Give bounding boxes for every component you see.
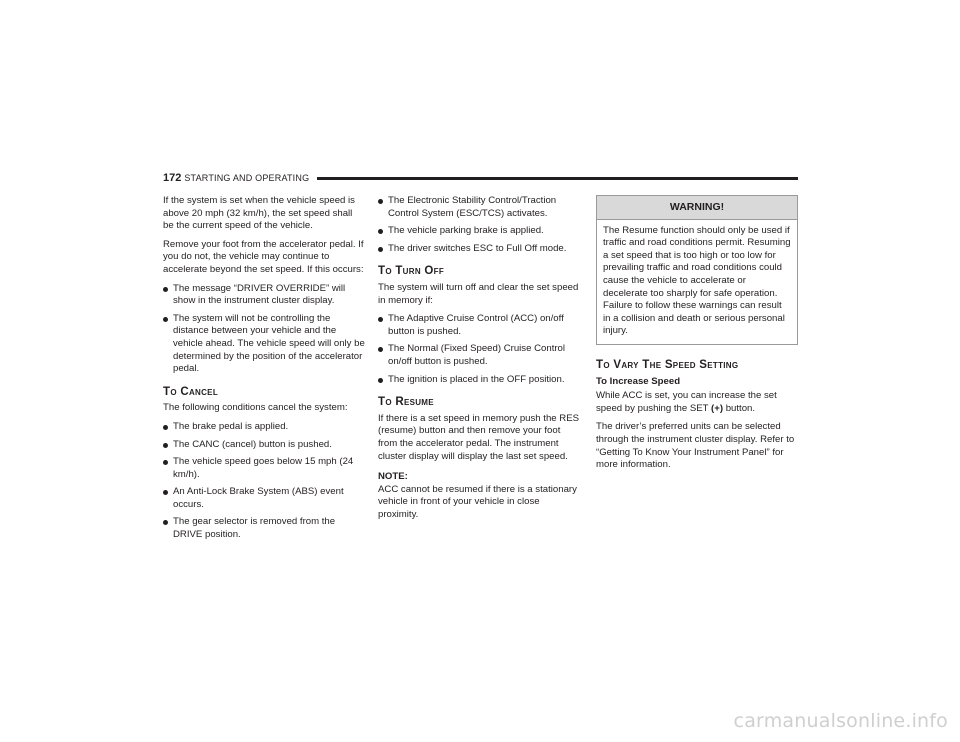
page-number: 172 <box>163 172 182 184</box>
list-item: The system will not be controlling the distance between your vehicle and the vehicle ahead. The vehicle speed will only be determined by the position of the accelerator pedal. <box>163 313 365 376</box>
column-left <box>163 195 365 548</box>
cancel-intro: The following conditions cancel the system: <box>163 402 348 414</box>
increase-text-post: button. <box>723 402 756 414</box>
list-item: The ignition is placed in the OFF position. <box>378 374 582 387</box>
heading-vary-speed: To Vary The Speed Setting <box>596 358 739 371</box>
list-item: The Normal (Fixed Speed) Cruise Control on/off button is pushed. <box>378 343 582 368</box>
turnoff-intro: The system will turn off and clear the set speed in memory if: <box>378 281 579 306</box>
page-header <box>163 171 798 185</box>
override-list <box>163 283 365 376</box>
resume-paragraph: If there is a set speed in memory push the RES (resume) button and then remove your foot from the accelerator pedal. The instrument cluster display will display the last set speed. <box>378 412 580 462</box>
paragraph-set-speed: If the system is set when the vehicle speed is above 20 mph (32 km/h), the set speed shall be the current speed of the vehicle. <box>163 195 355 232</box>
heading-to-turn-off: To Turn Off <box>378 265 445 278</box>
note-text: ACC cannot be resumed if there is a stationary vehicle in front of your vehicle in close proximity. <box>378 483 577 520</box>
cancel-list-continued <box>378 195 582 255</box>
turnoff-list <box>378 313 582 386</box>
units-paragraph: The driver’s preferred units can be selected through the instrument cluster display. Refer to “Getting To Know Your Instrument Panel” for more information. <box>596 421 795 471</box>
header-rule <box>317 177 798 180</box>
column-right <box>596 195 798 478</box>
list-item: The driver switches ESC to Full Off mode. <box>378 243 582 256</box>
list-item: The Electronic Stability Control/Traction Control System (ESC/TCS) activates. <box>378 195 582 220</box>
list-item: The Adaptive Cruise Control (ACC) on/off button is pushed. <box>378 313 582 338</box>
watermark: carmanualsonline.info <box>733 710 948 732</box>
note-label: NOTE: <box>378 471 408 483</box>
warning-text: The Resume function should only be used if traffic and road conditions permit. Resuming a set speed that is too high or too low for prevailing traffic and road conditions could cause the vehicle to accelerate or decelerate too sharply for safe operation. Failure to follow these warnings can result in a collision and death or serious personal injury. <box>603 224 791 337</box>
list-item: The brake pedal is applied. <box>163 421 365 434</box>
increase-text-pre: While ACC is set, you can increase the set speed by pushing the SET <box>596 390 777 414</box>
list-item: The vehicle speed goes below 15 mph (24 km/h). <box>163 456 365 481</box>
column-middle <box>378 195 582 527</box>
list-item: An Anti-Lock Brake System (ABS) event occurs. <box>163 486 365 511</box>
section-title: STARTING AND OPERATING <box>184 173 310 183</box>
list-item: The gear selector is removed from the DRIVE position. <box>163 516 365 541</box>
increase-paragraph <box>596 390 798 415</box>
subheading-increase-speed: To Increase Speed <box>596 375 681 387</box>
heading-to-resume: To Resume <box>378 396 434 409</box>
warning-title: WARNING! <box>597 196 797 220</box>
cancel-list <box>163 421 365 542</box>
paragraph-accelerator: Remove your foot from the accelerator pedal. If you do not, the vehicle may continue to accelerate beyond the set speed. If this occurs: <box>163 238 364 275</box>
list-item: The message “DRIVER OVERRIDE” will show in the instrument cluster display. <box>163 283 365 308</box>
list-item: The CANC (cancel) button is pushed. <box>163 439 365 452</box>
set-plus-key: (+) <box>711 402 724 414</box>
heading-to-cancel: To Cancel <box>163 385 219 398</box>
list-item: The vehicle parking brake is applied. <box>378 225 582 238</box>
warning-box <box>596 195 798 345</box>
